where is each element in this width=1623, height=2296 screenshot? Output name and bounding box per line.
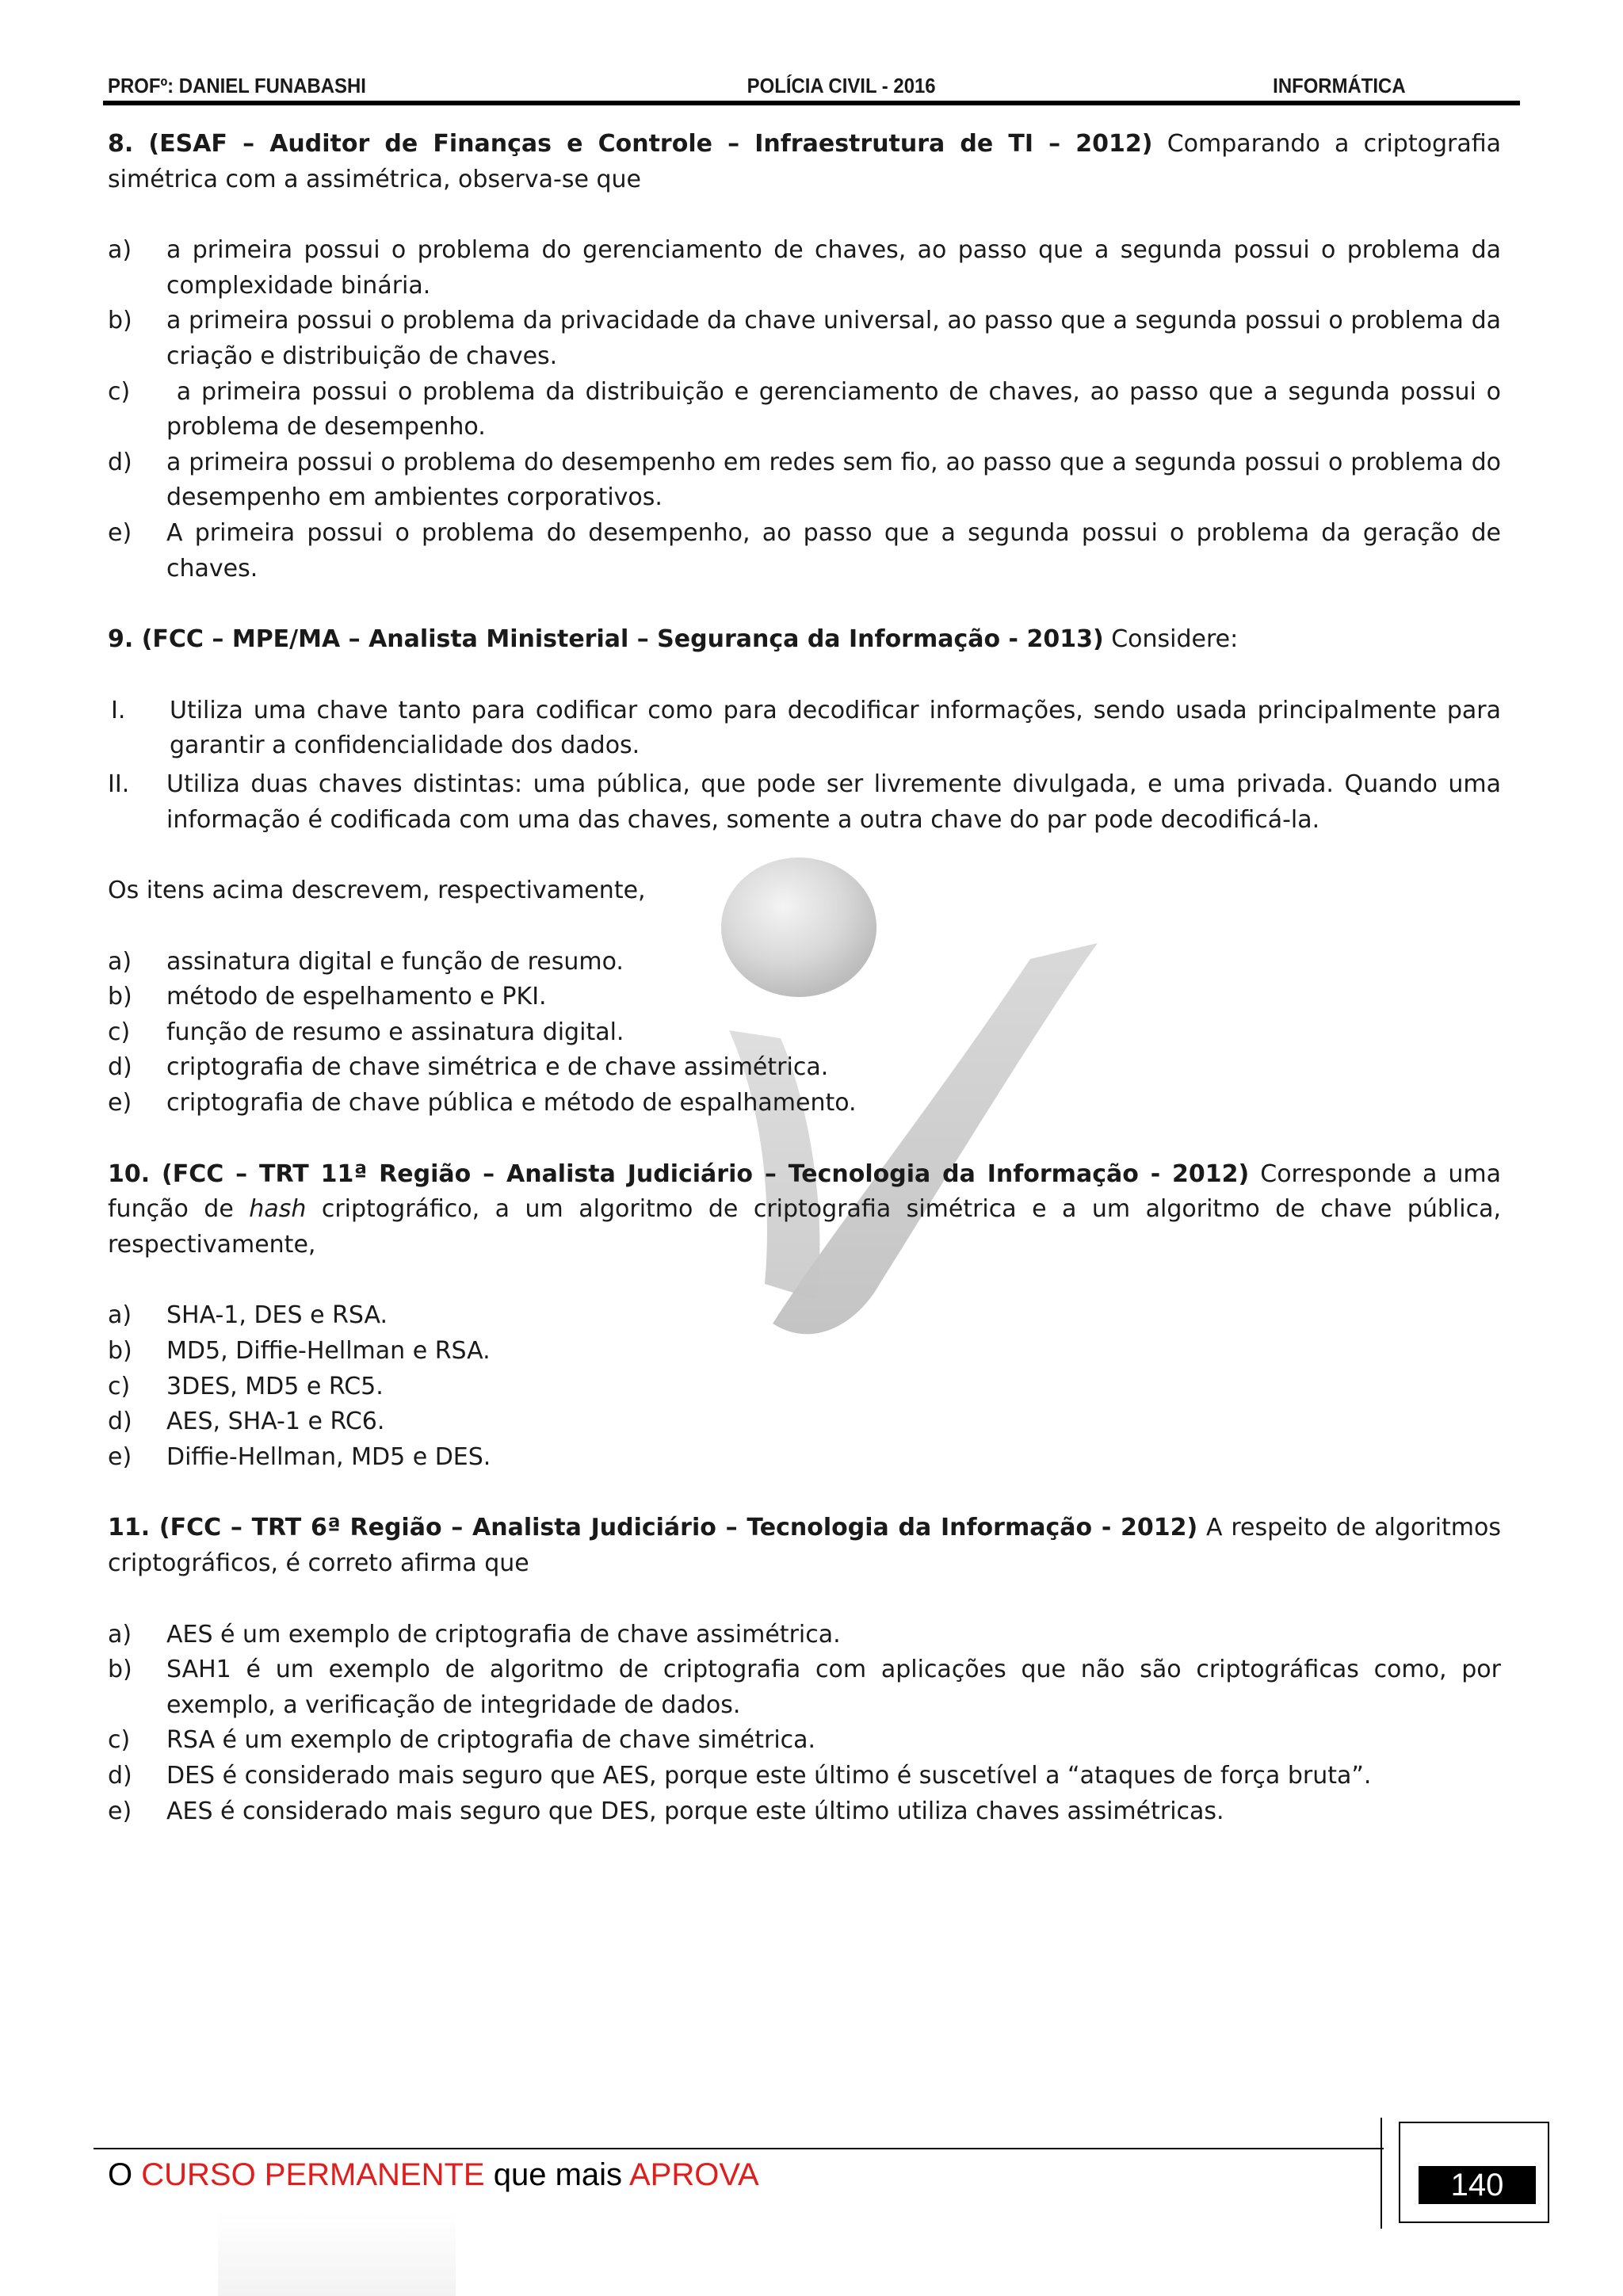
question-10-heading: 10. (FCC – TRT 11ª Região – Analista Judiciário – Tecnologia da Informação - 2012): [108, 1159, 1250, 1188]
header-subject: INFORMÁTICA: [1273, 73, 1406, 97]
page-number: 140: [1419, 2166, 1536, 2204]
option-item: [108, 1440, 1501, 1476]
question-10-text-italic: hash: [249, 1195, 307, 1224]
option-item: [108, 1015, 1501, 1051]
option-label: a): [108, 236, 132, 265]
option-item: [108, 375, 1509, 445]
question-11: [108, 1511, 1501, 1829]
option-label: b): [108, 307, 132, 335]
footer-vertical-divider: [1381, 2118, 1382, 2229]
option-label: c): [108, 377, 131, 406]
option-label: e): [108, 1442, 132, 1471]
option-item: [108, 1404, 1501, 1440]
option-text: SHA-1, DES e RSA.: [166, 1301, 388, 1330]
option-text: criptografia de chave pública e método de espalhamento.: [166, 1089, 857, 1117]
option-label: c): [108, 1726, 131, 1755]
option-text: MD5, Diffie-Hellman e RSA.: [166, 1337, 491, 1366]
option-label: b): [108, 1337, 132, 1366]
slogan-highlight-course: CURSO PERMANENTE: [141, 2157, 485, 2192]
option-item: [108, 516, 1501, 586]
option-label: a): [108, 947, 132, 976]
footer-shadow: [218, 2211, 456, 2296]
option-label: a): [108, 1620, 132, 1648]
option-item: [108, 445, 1501, 516]
option-item: [108, 233, 1501, 304]
option-item: [108, 980, 1501, 1015]
header-course: POLÍCIA CIVIL - 2016: [747, 73, 936, 97]
option-text: Diffie-Hellman, MD5 e DES.: [166, 1442, 491, 1471]
header-author: PROFº: DANIEL FUNABASHI: [108, 73, 366, 97]
option-text: função de resumo e assinatura digital.: [166, 1018, 624, 1046]
item-label: I.: [111, 696, 126, 724]
slogan-middle: que mais: [484, 2157, 629, 2192]
question-9-stem: [108, 622, 1501, 658]
page-content: [108, 127, 1509, 1829]
option-text: AES é considerado mais seguro que DES, porque este último utiliza chaves assimétricas.: [166, 1797, 1224, 1825]
option-text: a primeira possui o problema do desempenho em redes sem fio, ao passo que a segunda possui o problema do desempenho em ambientes corporativos.: [166, 448, 1501, 512]
option-item: [108, 1370, 1501, 1405]
option-text: DES é considerado mais seguro que AES, porque este último é suscetível a “ataques de força bruta”.: [166, 1761, 1372, 1790]
footer-divider: [94, 2148, 1384, 2149]
roman-item: [108, 767, 1501, 838]
option-label: e): [108, 1089, 132, 1117]
option-label: c): [108, 1372, 131, 1400]
option-item: [108, 1334, 1501, 1370]
option-item: [108, 1652, 1501, 1723]
option-item: [108, 1298, 1501, 1334]
option-item: [108, 304, 1501, 374]
option-label: b): [108, 1656, 132, 1684]
footer-slogan: [108, 2157, 759, 2193]
item-text: Utiliza duas chaves distintas: uma pública, que pode ser livremente divulgada, e uma privada. Quando uma informação é codificada com uma das chaves, somente a outra chave do par pode decodificá-la.: [166, 770, 1501, 834]
option-text: A primeira possui o problema do desempenho, ao passo que a segunda possui o problema da geração de chaves.: [166, 518, 1501, 583]
question-9-heading: 9. (FCC – MPE/MA – Analista Ministerial – Segurança da Informação - 2013): [108, 625, 1104, 654]
question-8-options: [108, 233, 1509, 586]
option-item: [108, 1759, 1501, 1794]
question-11-heading: 11. (FCC – TRT 6ª Região – Analista Judiciário – Tecnologia da Informação - 2012): [108, 1514, 1198, 1542]
question-9: [108, 622, 1501, 1121]
option-item: [108, 1723, 1501, 1759]
option-text: criptografia de chave simétrica e de chave assimétrica.: [166, 1053, 829, 1082]
option-item: [108, 1050, 1501, 1086]
item-label: II.: [108, 770, 130, 798]
option-label: d): [108, 448, 132, 476]
option-text: assinatura digital e função de resumo.: [166, 947, 624, 976]
option-text: a primeira possui o problema do gerenciamento de chaves, ao passo que a segunda possui o problema da complexidade binária.: [166, 236, 1501, 300]
option-text: AES, SHA-1 e RC6.: [166, 1408, 385, 1436]
option-label: c): [108, 1018, 131, 1046]
option-label: a): [108, 1301, 132, 1330]
question-10-text-before: Corresponde a uma função de: [108, 1159, 1501, 1224]
question-8: [108, 127, 1509, 586]
question-9-items: [108, 693, 1501, 838]
option-item: [108, 945, 1501, 980]
option-text: RSA é um exemplo de criptografia de chave simétrica.: [166, 1726, 816, 1755]
option-text: método de espelhamento e PKI.: [166, 983, 547, 1011]
question-11-text: A respeito de algoritmos criptográficos, é correto afirma que: [108, 1514, 1501, 1577]
option-label: b): [108, 983, 132, 1011]
slogan-highlight-aprova: APROVA: [628, 2157, 759, 2192]
option-text: a primeira possui o problema da distribuição e gerenciamento de chaves, ao passo que a segunda possui o problema de desempenho.: [166, 377, 1509, 441]
option-text: a primeira possui o problema da privacidade da chave universal, ao passo que a segunda possui o problema da criação e distribuição de chaves.: [166, 307, 1501, 370]
option-label: d): [108, 1408, 132, 1436]
question-11-options: [108, 1618, 1501, 1830]
header-divider: [103, 101, 1520, 105]
question-9-text: Considere:: [1103, 625, 1239, 654]
option-text: AES é um exemplo de criptografia de chave assimétrica.: [166, 1620, 841, 1648]
question-9-options: [108, 945, 1501, 1121]
question-8-heading: 8. (ESAF – Auditor de Finanças e Controle – Infraestrutura de TI – 2012): [108, 130, 1153, 158]
question-9-prompt: Os itens acima descrevem, respectivamente,: [108, 877, 646, 905]
question-10: [108, 1157, 1501, 1476]
option-item: [108, 1794, 1501, 1830]
option-item: [108, 1618, 1501, 1653]
question-8-stem: [108, 127, 1501, 197]
question-10-text-after: criptográfico, a um algoritmo de criptografia simétrica e a um algoritmo de chave pública, respectivamente,: [108, 1195, 1501, 1259]
option-text: SAH1 é um exemplo de algoritmo de criptografia com aplicações que não são criptográficas como, por exemplo, a verificação de integridade de dados.: [166, 1656, 1501, 1719]
question-8-text: Comparando a criptografia simétrica com a assimétrica, observa-se que: [108, 130, 1501, 193]
option-item: [108, 1086, 1501, 1121]
item-text: Utiliza uma chave tanto para codificar como para decodificar informações, sendo usada principalmente para garantir a confidencialidade dos dados.: [170, 696, 1501, 760]
question-11-stem: [108, 1511, 1501, 1581]
question-10-stem: [108, 1157, 1501, 1263]
option-label: e): [108, 1797, 132, 1825]
option-label: d): [108, 1761, 132, 1790]
option-label: d): [108, 1053, 132, 1082]
option-label: e): [108, 518, 132, 547]
slogan-prefix: O: [108, 2157, 142, 2192]
option-text: 3DES, MD5 e RC5.: [166, 1372, 384, 1400]
page-header: [108, 70, 1406, 101]
roman-item: [108, 693, 1501, 764]
question-10-options: [108, 1298, 1501, 1475]
